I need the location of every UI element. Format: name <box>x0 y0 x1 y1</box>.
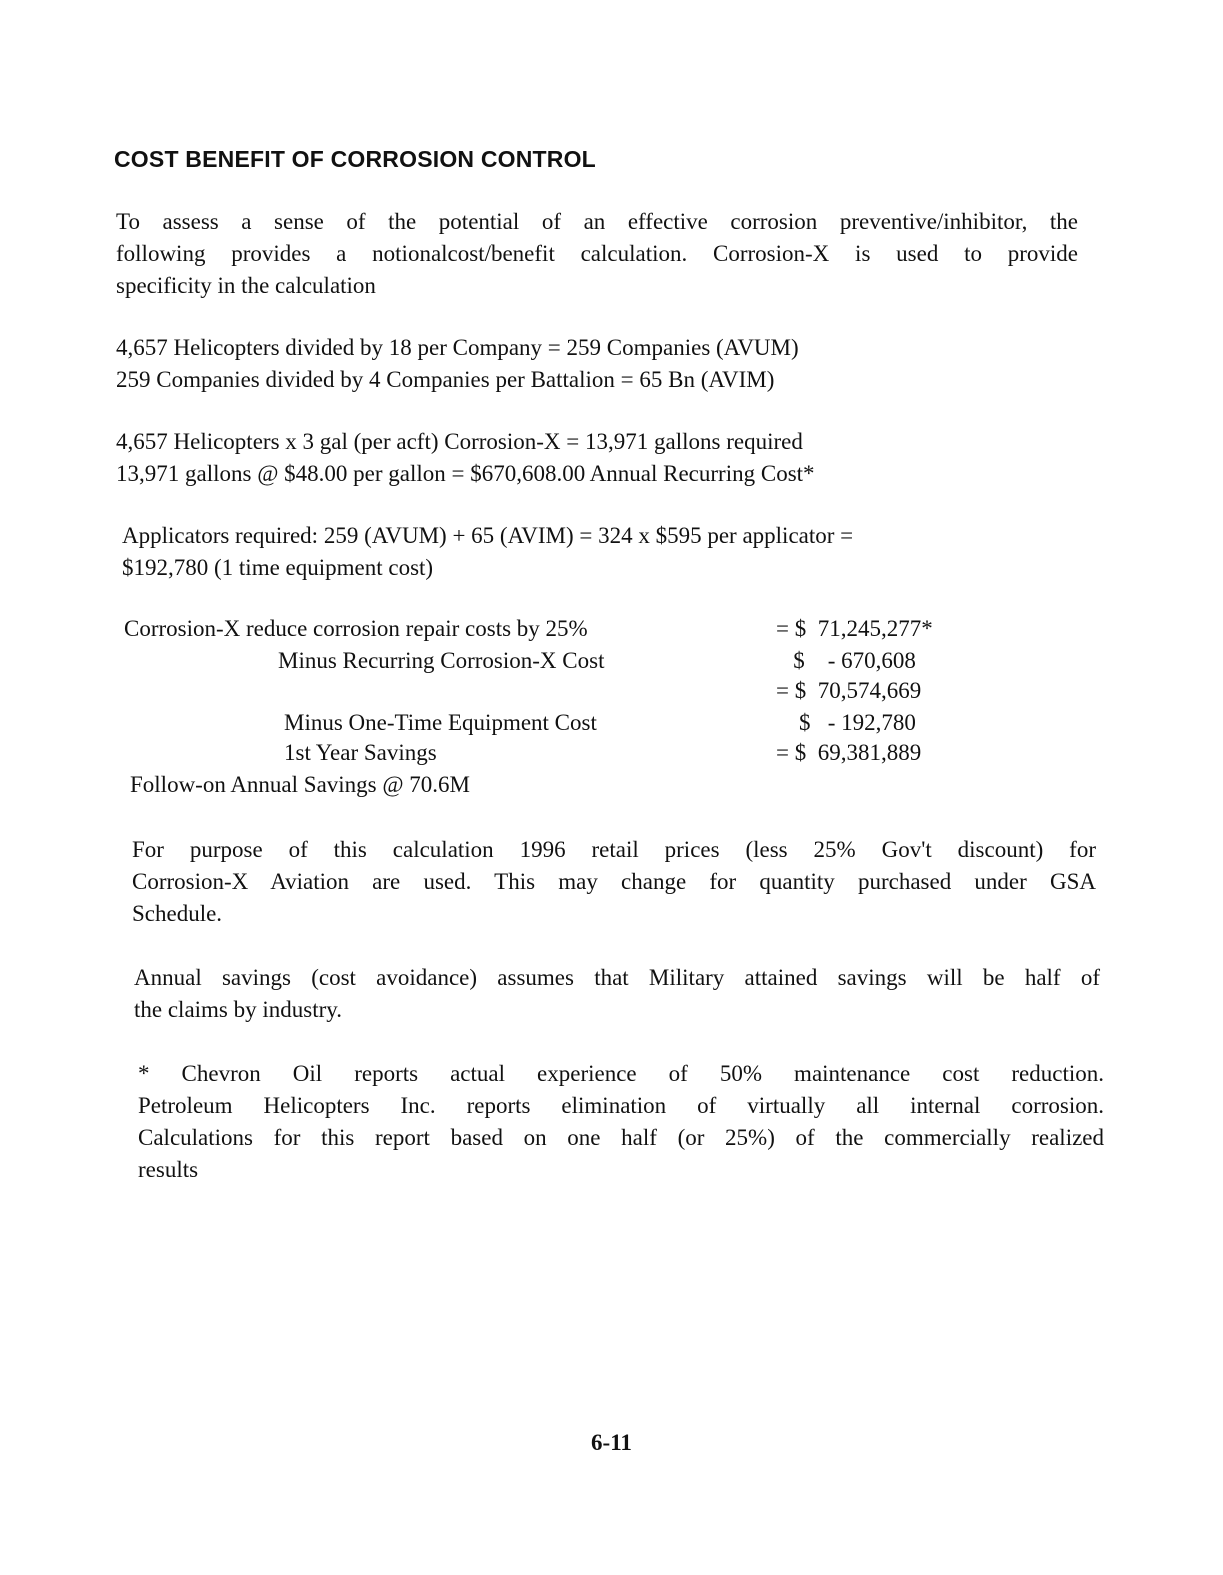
savings-note-line: Annual savings (cost avoidance) assumes that Military attained savings will be half of <box>134 965 1100 990</box>
calc-amount: $ - 192,780 <box>776 710 916 735</box>
intro-line: specificity in the calculation <box>116 273 376 298</box>
calc-row <box>124 710 1004 740</box>
page-title: COST BENEFIT OF CORROSION CONTROL <box>114 146 596 172</box>
pricing-note-line: For purpose of this calculation 1996 retail prices (less 25% Gov't discount) for <box>132 837 1096 862</box>
savings-note-paragraph <box>134 962 1100 1026</box>
calc-row <box>124 772 1004 802</box>
footnote-line: results <box>138 1157 199 1182</box>
calc-row <box>124 648 1004 678</box>
savings-note-line: the claims by industry. <box>134 997 343 1022</box>
calc-row <box>124 740 1004 770</box>
calc-amount: = $ 70,574,669 <box>776 678 922 703</box>
calc-amount: $ - 670,608 <box>776 648 916 673</box>
intro-line: To assess a sense of the potential of an effective corrosion preventive/inhibitor, the <box>116 209 1078 234</box>
calc-row <box>124 616 1004 646</box>
applicators-line: Applicators required: 259 (AVUM) + 65 (AVIM) = 324 x $595 per applicator = <box>122 523 854 548</box>
pricing-note-paragraph <box>132 834 1096 930</box>
footnote-line: * Chevron Oil reports actual experience of 50% maintenance cost reduction. <box>138 1061 1104 1086</box>
calc-label: Minus Recurring Corrosion-X Cost <box>278 648 605 673</box>
calc-row <box>124 678 1004 708</box>
calc-label: Corrosion-X reduce corrosion repair costs by 25% <box>124 616 588 641</box>
gallons-line: 13,971 gallons @ $48.00 per gallon = $670,608.00 Annual Recurring Cost* <box>116 461 815 486</box>
footnote-paragraph <box>138 1058 1104 1186</box>
applicators-paragraph <box>122 520 853 584</box>
gallons-paragraph <box>116 426 815 490</box>
calc-label: 1st Year Savings <box>284 740 437 765</box>
pricing-note-line: Corrosion-X Aviation are used. This may change for quantity purchased under GSA <box>132 869 1096 894</box>
applicators-line: $192,780 (1 time equipment cost) <box>122 555 434 580</box>
calc-label: Minus One-Time Equipment Cost <box>284 710 597 735</box>
units-paragraph <box>116 332 799 396</box>
footnote-line: Petroleum Helicopters Inc. reports elimination of virtually all internal corrosion. <box>138 1093 1104 1118</box>
intro-line: following provides a notionalcost/benefit calculation. Corrosion-X is used to provide <box>116 241 1078 266</box>
units-line: 259 Companies divided by 4 Companies per Battalion = 65 Bn (AVIM) <box>116 367 775 392</box>
footnote-line: Calculations for this report based on one half (or 25%) of the commercially realized <box>138 1125 1104 1150</box>
calc-amount: = $ 69,381,889 <box>776 740 922 765</box>
page-number: 6-11 <box>591 1430 632 1455</box>
gallons-line: 4,657 Helicopters x 3 gal (per acft) Corrosion-X = 13,971 gallons required <box>116 429 803 454</box>
calc-label: Follow-on Annual Savings @ 70.6M <box>130 772 471 797</box>
calc-amount: = $ 71,245,277* <box>776 616 933 641</box>
intro-paragraph <box>116 206 1078 302</box>
units-line: 4,657 Helicopters divided by 18 per Company = 259 Companies (AVUM) <box>116 335 799 360</box>
pricing-note-line: Schedule. <box>132 901 223 926</box>
